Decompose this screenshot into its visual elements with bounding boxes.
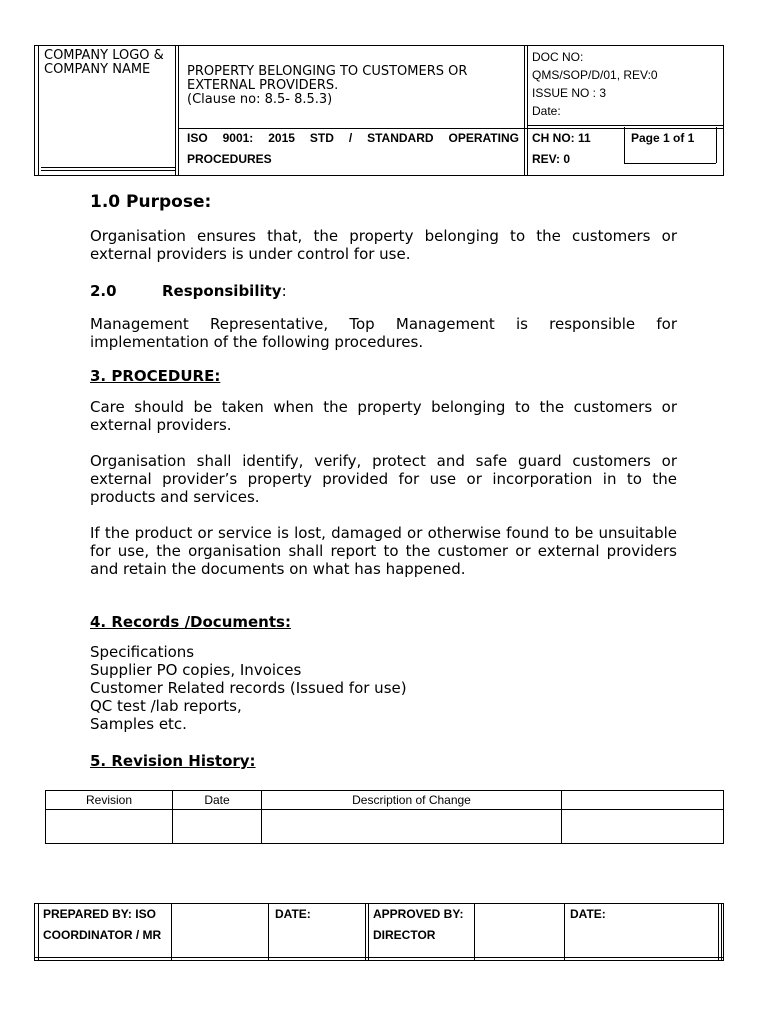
responsibility-text: Management Representative, Top Management is responsible for implementation of the following procedures. [90,315,677,351]
procedure-heading: 3. PROCEDURE: [90,367,221,385]
procedure-paragraph-1: Care should be taken when the property belonging to the customers or external providers. [90,398,677,434]
revision-history-heading: 5. Revision History: [90,752,256,770]
table-cell [562,810,724,844]
standard-line-2: PROCEDURES [187,152,272,166]
table-cell [46,810,173,844]
revision-history-table [45,790,724,844]
list-item: Specifications [90,643,195,661]
column-header [562,791,724,810]
document-header-table [34,45,724,176]
table-cell [173,810,262,844]
approved-date-label: DATE: [570,907,606,921]
table-cell [262,810,562,844]
purpose-heading: 1.0 Purpose: [90,192,212,212]
responsibility-heading: 2.0 Responsibility: [90,282,287,300]
records-list [90,643,677,733]
purpose-section [90,193,677,211]
table-row [46,810,724,844]
records-heading: 4. Records /Documents: [90,613,291,631]
column-header: Revision [46,791,173,810]
prepared-by-label: PREPARED BY: ISO COORDINATOR / MR [43,907,162,942]
purpose-text: Organisation ensures that, the property belonging to the customers or external providers is under control for use. [90,227,677,263]
list-item: Customer Related records (Issued for use) [90,679,407,697]
rev-no: REV: 0 [532,152,571,166]
standard-line: ISO 9001: 2015 STD / STANDARD OPERATING [187,131,519,145]
procedure-paragraph-3: If the product or service is lost, damaged or otherwise found to be unsuitable for use, the organisation shall report to the customer or external providers and retain the documents on what has happened. [90,524,677,578]
document-title: PROPERTY BELONGING TO CUSTOMERS OR EXTERNAL PROVIDERS. (Clause no: 8.5- 8.5.3) [187,64,468,107]
doc-info: DOC NO: QMS/SOP/D/01, REV:0 ISSUE NO : 3 Date: [532,50,658,118]
company-logo-name: COMPANY LOGO & COMPANY NAME [44,48,164,77]
prepared-date-label: DATE: [275,907,311,921]
approved-by-label: APPROVED BY: DIRECTOR [373,907,464,942]
ch-no: CH NO: 11 [532,131,591,145]
procedure-paragraph-2: Organisation shall identify, verify, protect and safe guard customers or external provider’s property provided for use or incorporation in to the products and services. [90,452,677,506]
list-item: QC test /lab reports, [90,697,242,715]
table-header-row [46,791,724,810]
list-item: Samples etc. [90,715,187,733]
list-item: Supplier PO copies, Invoices [90,661,302,679]
page-number: Page 1 of 1 [631,131,695,145]
column-header: Description of Change [262,791,562,810]
signature-table [34,903,724,961]
column-header: Date [173,791,262,810]
